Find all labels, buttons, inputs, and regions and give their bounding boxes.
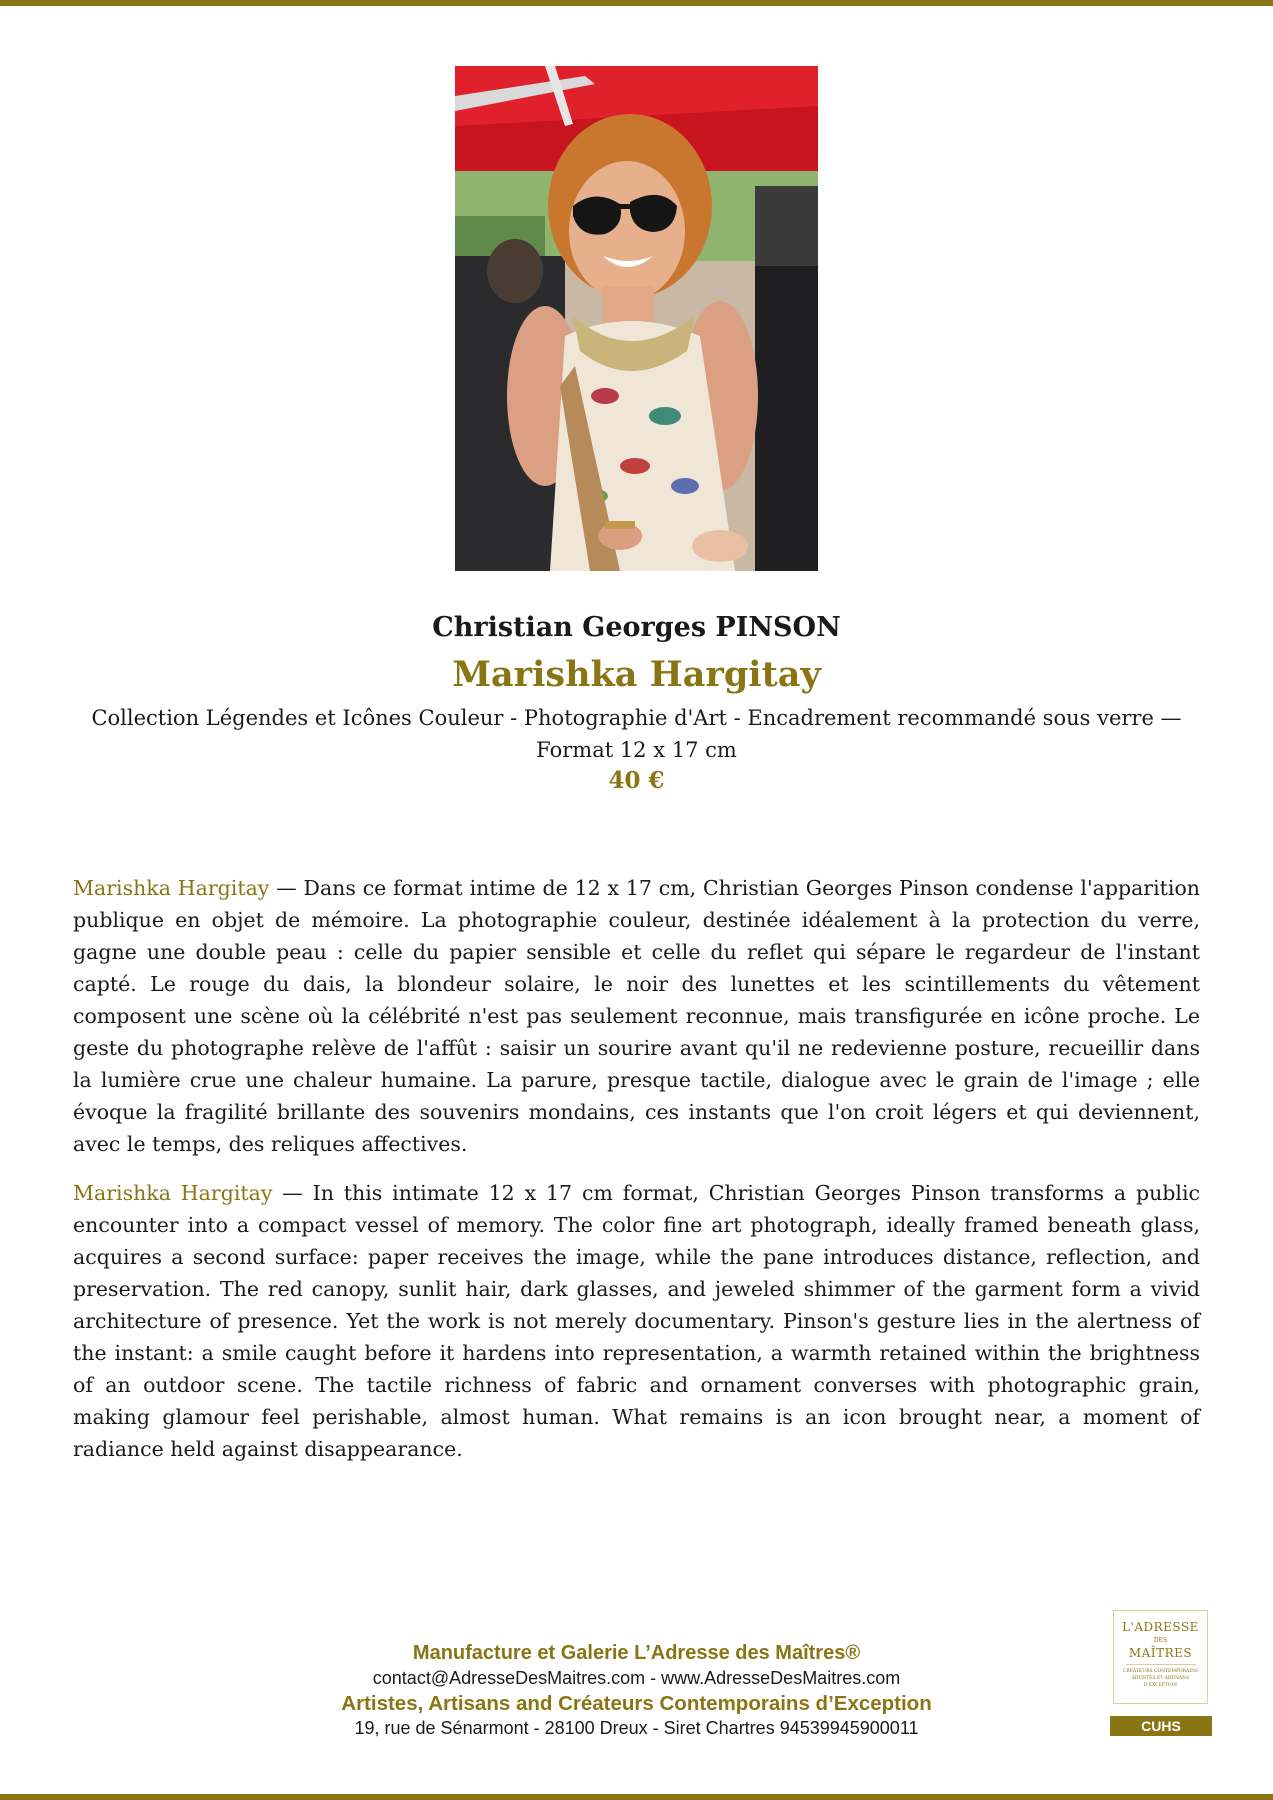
footer xyxy=(270,1641,1003,1741)
description xyxy=(73,872,1200,1482)
description-fr-text: — Dans ce format intime de 12 x 17 cm, Christian Georges Pinson condense l'apparition publique en objet de mémoire. La photographie couleur, destinée idéalement à la protection du verre, gagne une double peau : celle du papier sensible et celle du reflet qui sépare le regardeur de l'instant capté. Le rouge du dais, la blondeur solaire, le noir des lunettes et les scintillements du vêtement composent une scène où la célébrité n'est pas seulement reconnue, mais transfigurée en icône proche. Le geste du photographe relève de l'affût : saisir un sourire avant qu'il ne redevienne posture, recueillir dans la lumière crue une chaleur humaine. La parure, presque tactile, dialogue avec le grain de l'image ; elle évoque la fragilité brillante des souvenirs mondains, ces instants que l'on croit légers et qui deviennent, avec le temps, des reliques affectives. xyxy=(73,876,1200,1156)
logo-divider xyxy=(1126,1664,1196,1665)
top-rule xyxy=(0,0,1273,6)
description-en-text: — In this intimate 12 x 17 cm format, Christian Georges Pinson transforms a public encounter into a compact vessel of memory. The color fine art photograph, ideally framed beneath glass, acquires a second surface: paper receives the image, while the pane introduces distance, reflection, and preservation. The red canopy, sunlit hair, dark glasses, and jeweled shimmer of the garment form a vivid architecture of presence. Yet the work is not merely documentary. Pinson's gesture lies in the alertness of the instant: a smile caught before it hardens into representation, a warmth retained within the brightness of an outdoor scene. The tactile richness of fabric and ornament converses with photographic grain, making glamour feel perishable, almost human. What remains is an icon brought near, a moment of radiance held against disappearance. xyxy=(73,1181,1200,1461)
description-en-lead: Marishka Hargitay xyxy=(73,1181,273,1205)
footer-company-name: Manufacture et Galerie L’Adresse des Maîtres® xyxy=(412,1642,861,1664)
description-en xyxy=(73,1177,1200,1465)
description-fr xyxy=(73,872,1200,1160)
footer-tagline: Artistes, Artisans and Créateurs Contemporains d’Exception xyxy=(341,1692,932,1715)
collection-badge: CUHS xyxy=(1110,1716,1212,1736)
logo-line-4: CRÉATEURS CONTEMPORAINS ARTISTES ET ARTISANS D'EXCEPTION xyxy=(1122,1669,1199,1688)
artwork-subtitle: Collection Légendes et Icônes Couleur - Photographie d'Art - Encadrement recommandé sous verre — Format 12 x 17 cm xyxy=(91,706,1182,762)
footer-address: 19, rue de Sénarmont - 28100 Dreux - Siret Chartres 94539945900011 xyxy=(354,1718,919,1738)
footer-contact: contact@AdresseDesMaitres.com - www.AdresseDesMaitres.com xyxy=(372,1668,901,1688)
description-fr-lead: Marishka Hargitay xyxy=(73,876,270,900)
artwork-title: Marishka Hargitay xyxy=(452,654,821,695)
bottom-rule xyxy=(0,1794,1273,1800)
artist-name: Christian Georges PINSON xyxy=(432,612,841,643)
logo-line-1: L'ADRESSE xyxy=(1122,1620,1199,1634)
logo-line-2: DES xyxy=(1153,1637,1168,1644)
gallery-logo xyxy=(1113,1610,1208,1704)
artwork-photo xyxy=(455,66,818,571)
artwork-price: 40 € xyxy=(608,767,665,794)
logo-line-3: MAÎTRES xyxy=(1128,1646,1193,1660)
